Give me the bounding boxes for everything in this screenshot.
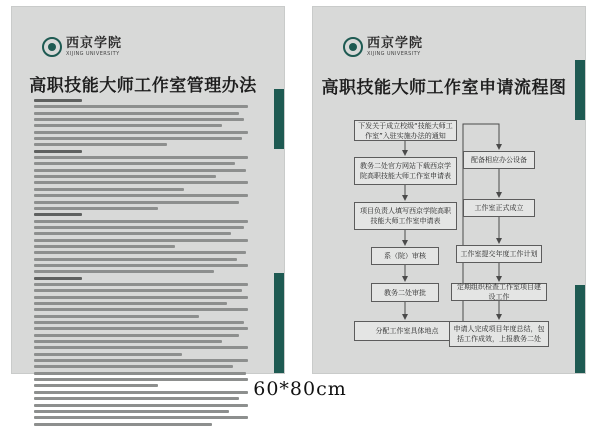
application-flowchart bbox=[313, 7, 585, 373]
body-text-line bbox=[34, 137, 242, 140]
body-text-line bbox=[34, 308, 248, 311]
flow-step-dept-review: 系（院）审核 bbox=[371, 247, 439, 265]
body-text-line bbox=[34, 105, 248, 108]
body-text-line bbox=[34, 156, 248, 159]
body-text-line bbox=[34, 143, 167, 146]
green-accent-bar-top bbox=[274, 89, 284, 149]
body-text-line bbox=[34, 340, 222, 343]
body-text-line bbox=[34, 232, 231, 235]
body-text-line bbox=[34, 283, 248, 286]
flow-step-periodic-inspection: 定期组织检查工作室项目建设工作 bbox=[451, 283, 547, 301]
flow-step-annual-summary: 申请人完成项目年度总结，包括工作成效，上报教务二处 bbox=[449, 321, 549, 347]
flow-step-office-equipment: 配备相应办公设备 bbox=[463, 151, 535, 169]
body-text-line bbox=[34, 296, 248, 299]
logo-name-en: XIJING UNIVERSITY bbox=[367, 51, 421, 57]
body-text-line bbox=[34, 251, 246, 254]
left-board-title: 高职技能大师工作室管理办法 bbox=[29, 76, 257, 96]
body-text-line bbox=[34, 162, 235, 165]
university-seal-icon bbox=[42, 37, 62, 57]
body-text-line bbox=[34, 239, 248, 242]
logo-name-en: XIJING UNIVERSITY bbox=[66, 51, 120, 57]
body-text-line bbox=[34, 359, 248, 362]
flow-step-studio-established: 工作室正式成立 bbox=[463, 199, 535, 217]
flow-step-download-form: 教务二处官方网站下载西京学院高职技能大师工作室申请表 bbox=[354, 157, 457, 185]
flow-step-fill-form: 项目负责人填写西京学院高职技能大师工作室申请表 bbox=[354, 202, 457, 230]
body-text-line bbox=[34, 213, 82, 216]
body-text-line bbox=[34, 226, 244, 229]
body-text-line bbox=[34, 175, 216, 178]
body-text-line bbox=[34, 112, 239, 115]
logo-name-cn: 西京学院 bbox=[66, 36, 123, 51]
left-poster-board bbox=[12, 7, 284, 373]
body-text-line bbox=[34, 321, 244, 324]
print-size-label: 60*80cm bbox=[253, 378, 347, 400]
body-text-line bbox=[34, 194, 248, 197]
body-text-line bbox=[34, 169, 246, 172]
logo-name-cn: 西京学院 bbox=[367, 36, 424, 51]
body-text-line bbox=[34, 99, 82, 102]
body-text-line bbox=[34, 372, 246, 375]
body-text-line bbox=[34, 181, 248, 184]
body-text-line bbox=[34, 423, 212, 426]
flowchart-connectors bbox=[313, 7, 585, 373]
body-text-line bbox=[34, 315, 199, 318]
body-text-line bbox=[34, 416, 248, 419]
body-text-line bbox=[34, 207, 158, 210]
body-text-line bbox=[34, 188, 184, 191]
body-text-line bbox=[34, 264, 248, 267]
body-text-line bbox=[34, 131, 248, 134]
body-text-line bbox=[34, 327, 248, 330]
body-text-line bbox=[34, 270, 214, 273]
right-board-title: 高职技能大师工作室申请流程图 bbox=[321, 78, 567, 98]
body-text-line bbox=[34, 124, 222, 127]
body-text-line bbox=[34, 404, 248, 407]
body-text-line bbox=[34, 277, 82, 280]
flow-step-annual-plan: 工作室提交年度工作计划 bbox=[456, 245, 542, 263]
body-text-line bbox=[34, 220, 248, 223]
body-text-line bbox=[34, 258, 237, 261]
body-text-line bbox=[34, 302, 227, 305]
body-text-line bbox=[34, 346, 248, 349]
university-logo bbox=[42, 37, 122, 57]
body-text-line bbox=[34, 410, 229, 413]
flow-step-notice: 下发关于成立校级“技能大师工作室”入驻实施办法的通知 bbox=[354, 120, 457, 141]
body-text-line bbox=[34, 201, 239, 204]
body-text-line bbox=[34, 245, 175, 248]
flow-step-approval: 教务二处审批 bbox=[371, 283, 439, 302]
body-text-line bbox=[34, 118, 244, 121]
body-text-line bbox=[34, 150, 82, 153]
body-text-line bbox=[34, 365, 233, 368]
right-poster-board bbox=[313, 7, 585, 373]
flow-step-assign-location: 分配工作室具体地点 bbox=[354, 321, 460, 341]
body-text-line bbox=[34, 353, 182, 356]
green-accent-bar-bottom bbox=[274, 273, 284, 373]
body-text-line bbox=[34, 334, 239, 337]
body-text-line bbox=[34, 289, 242, 292]
